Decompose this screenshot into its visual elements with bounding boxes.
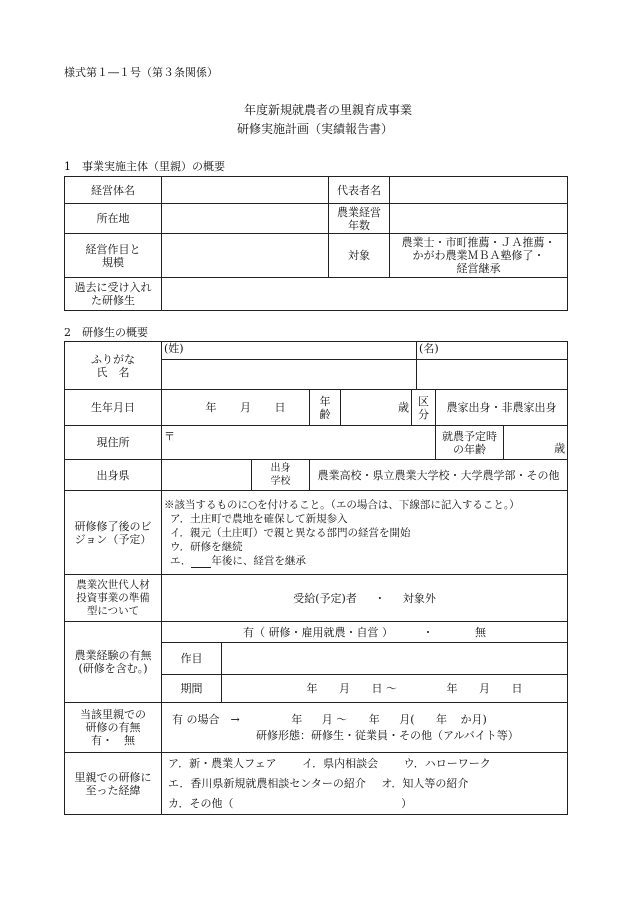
past-trainees-label: 過去に受け入れ た研修生	[65, 278, 162, 311]
target-options[interactable]: 農業士・市町推薦・ＪＡ推薦・ かがわ農業ＭＢＡ塾修了・ 経営継承	[390, 234, 568, 278]
farm-name-field[interactable]	[162, 177, 329, 204]
page-subtitle: 研修実施計画（実績報告書）	[237, 122, 394, 136]
experience-options[interactable]: 有（ 研修・雇用就農・自営 ） ・ 無	[162, 622, 568, 643]
route-options[interactable]: ア．新・農業人フェア イ．県内相談会 ウ．ハローワーク エ．香川県新規就農相談センターの紹介 オ．知人等の紹介 カ．その他（ ）	[162, 753, 568, 815]
class-label: 区 分	[412, 390, 436, 426]
operator-table	[64, 176, 568, 311]
experience-label: 農業経験の有無 (研修を含む。)	[65, 622, 162, 703]
target-label: 対象	[329, 234, 390, 278]
rep-name-field[interactable]	[390, 177, 568, 204]
past-trainees-field[interactable]	[162, 278, 568, 311]
planned-age-field[interactable]: 歳	[504, 426, 568, 460]
exp-period-label: 期間	[162, 675, 222, 703]
birthdate-field[interactable]: 年 月 日	[162, 390, 310, 426]
sei-field[interactable]	[162, 360, 417, 390]
pref-field[interactable]	[162, 460, 252, 491]
origin-options[interactable]: 農家出身・非農家出身	[436, 390, 568, 426]
sei-furigana-field[interactable]: (姓)	[162, 342, 417, 360]
name-label: ふりがな 氏 名	[65, 342, 162, 390]
residence-label: 現住所	[65, 426, 162, 460]
investment-options[interactable]: 受給(予定)者 ・ 対象外	[162, 575, 568, 622]
crop-scale-label: 経営作目と 規模	[65, 234, 162, 278]
section1-heading: 1 事業実施主体（里親）の概要	[64, 160, 225, 173]
mei-field[interactable]	[417, 360, 568, 390]
school-label: 出身 学校	[252, 460, 310, 491]
residence-field[interactable]: 〒	[162, 426, 436, 460]
planned-age-label: 就農予定時 の年齢	[436, 426, 504, 460]
rep-name-label: 代表者名	[329, 177, 390, 204]
exp-crop-label: 作目	[162, 643, 222, 675]
school-options[interactable]: 農業高校・県立農業大学校・大学農学部・その他	[310, 460, 568, 491]
age-label: 年 齢	[310, 390, 341, 426]
form-number: 様式第１―１号（第３条関係）	[64, 66, 218, 79]
prior-training-label: 当該里親での 研修の有無 有・ 無	[65, 703, 162, 753]
exp-period-field[interactable]: 年 月 日 〜 年 月 日	[222, 675, 568, 703]
address-field[interactable]	[162, 204, 329, 234]
page-title: 年度新規就農者の里親育成事業	[244, 103, 413, 117]
exp-crop-field[interactable]	[222, 643, 568, 675]
prior-training-field[interactable]: 有 の場合 → 年 月 〜 年 月( 年 か月) 研修形態：研修生・従業員・その他（アルバイト等）	[162, 703, 568, 753]
vision-options[interactable]: ※該当するものに○を付けること。（エの場合は、下線部に記入すること。） ア．土庄町で農地を確保して新規参入 イ．親元（土庄町）で親と異なる部門の経営を開始 ウ．研修を継続 エ． 年後に、経営を継承	[162, 491, 568, 575]
investment-label: 農業次世代人材 投資事業の準備 型について	[65, 575, 162, 622]
pref-label: 出身県	[65, 460, 162, 491]
vision-label: 研修修了後のビ ジョン（予定）	[65, 491, 162, 575]
address-label: 所在地	[65, 204, 162, 234]
farm-name-label: 経営体名	[65, 177, 162, 204]
trainee-table	[64, 341, 568, 815]
section2-heading: 2 研修生の概要	[64, 326, 148, 339]
mei-furigana-field[interactable]: (名)	[417, 342, 568, 360]
birthdate-label: 生年月日	[65, 390, 162, 426]
years-field[interactable]	[390, 204, 568, 234]
crop-scale-field[interactable]	[162, 234, 329, 278]
age-field[interactable]: 歳	[341, 390, 412, 426]
route-label: 里親での研修に 至った経緯	[65, 753, 162, 815]
years-label: 農業経営 年数	[329, 204, 390, 234]
